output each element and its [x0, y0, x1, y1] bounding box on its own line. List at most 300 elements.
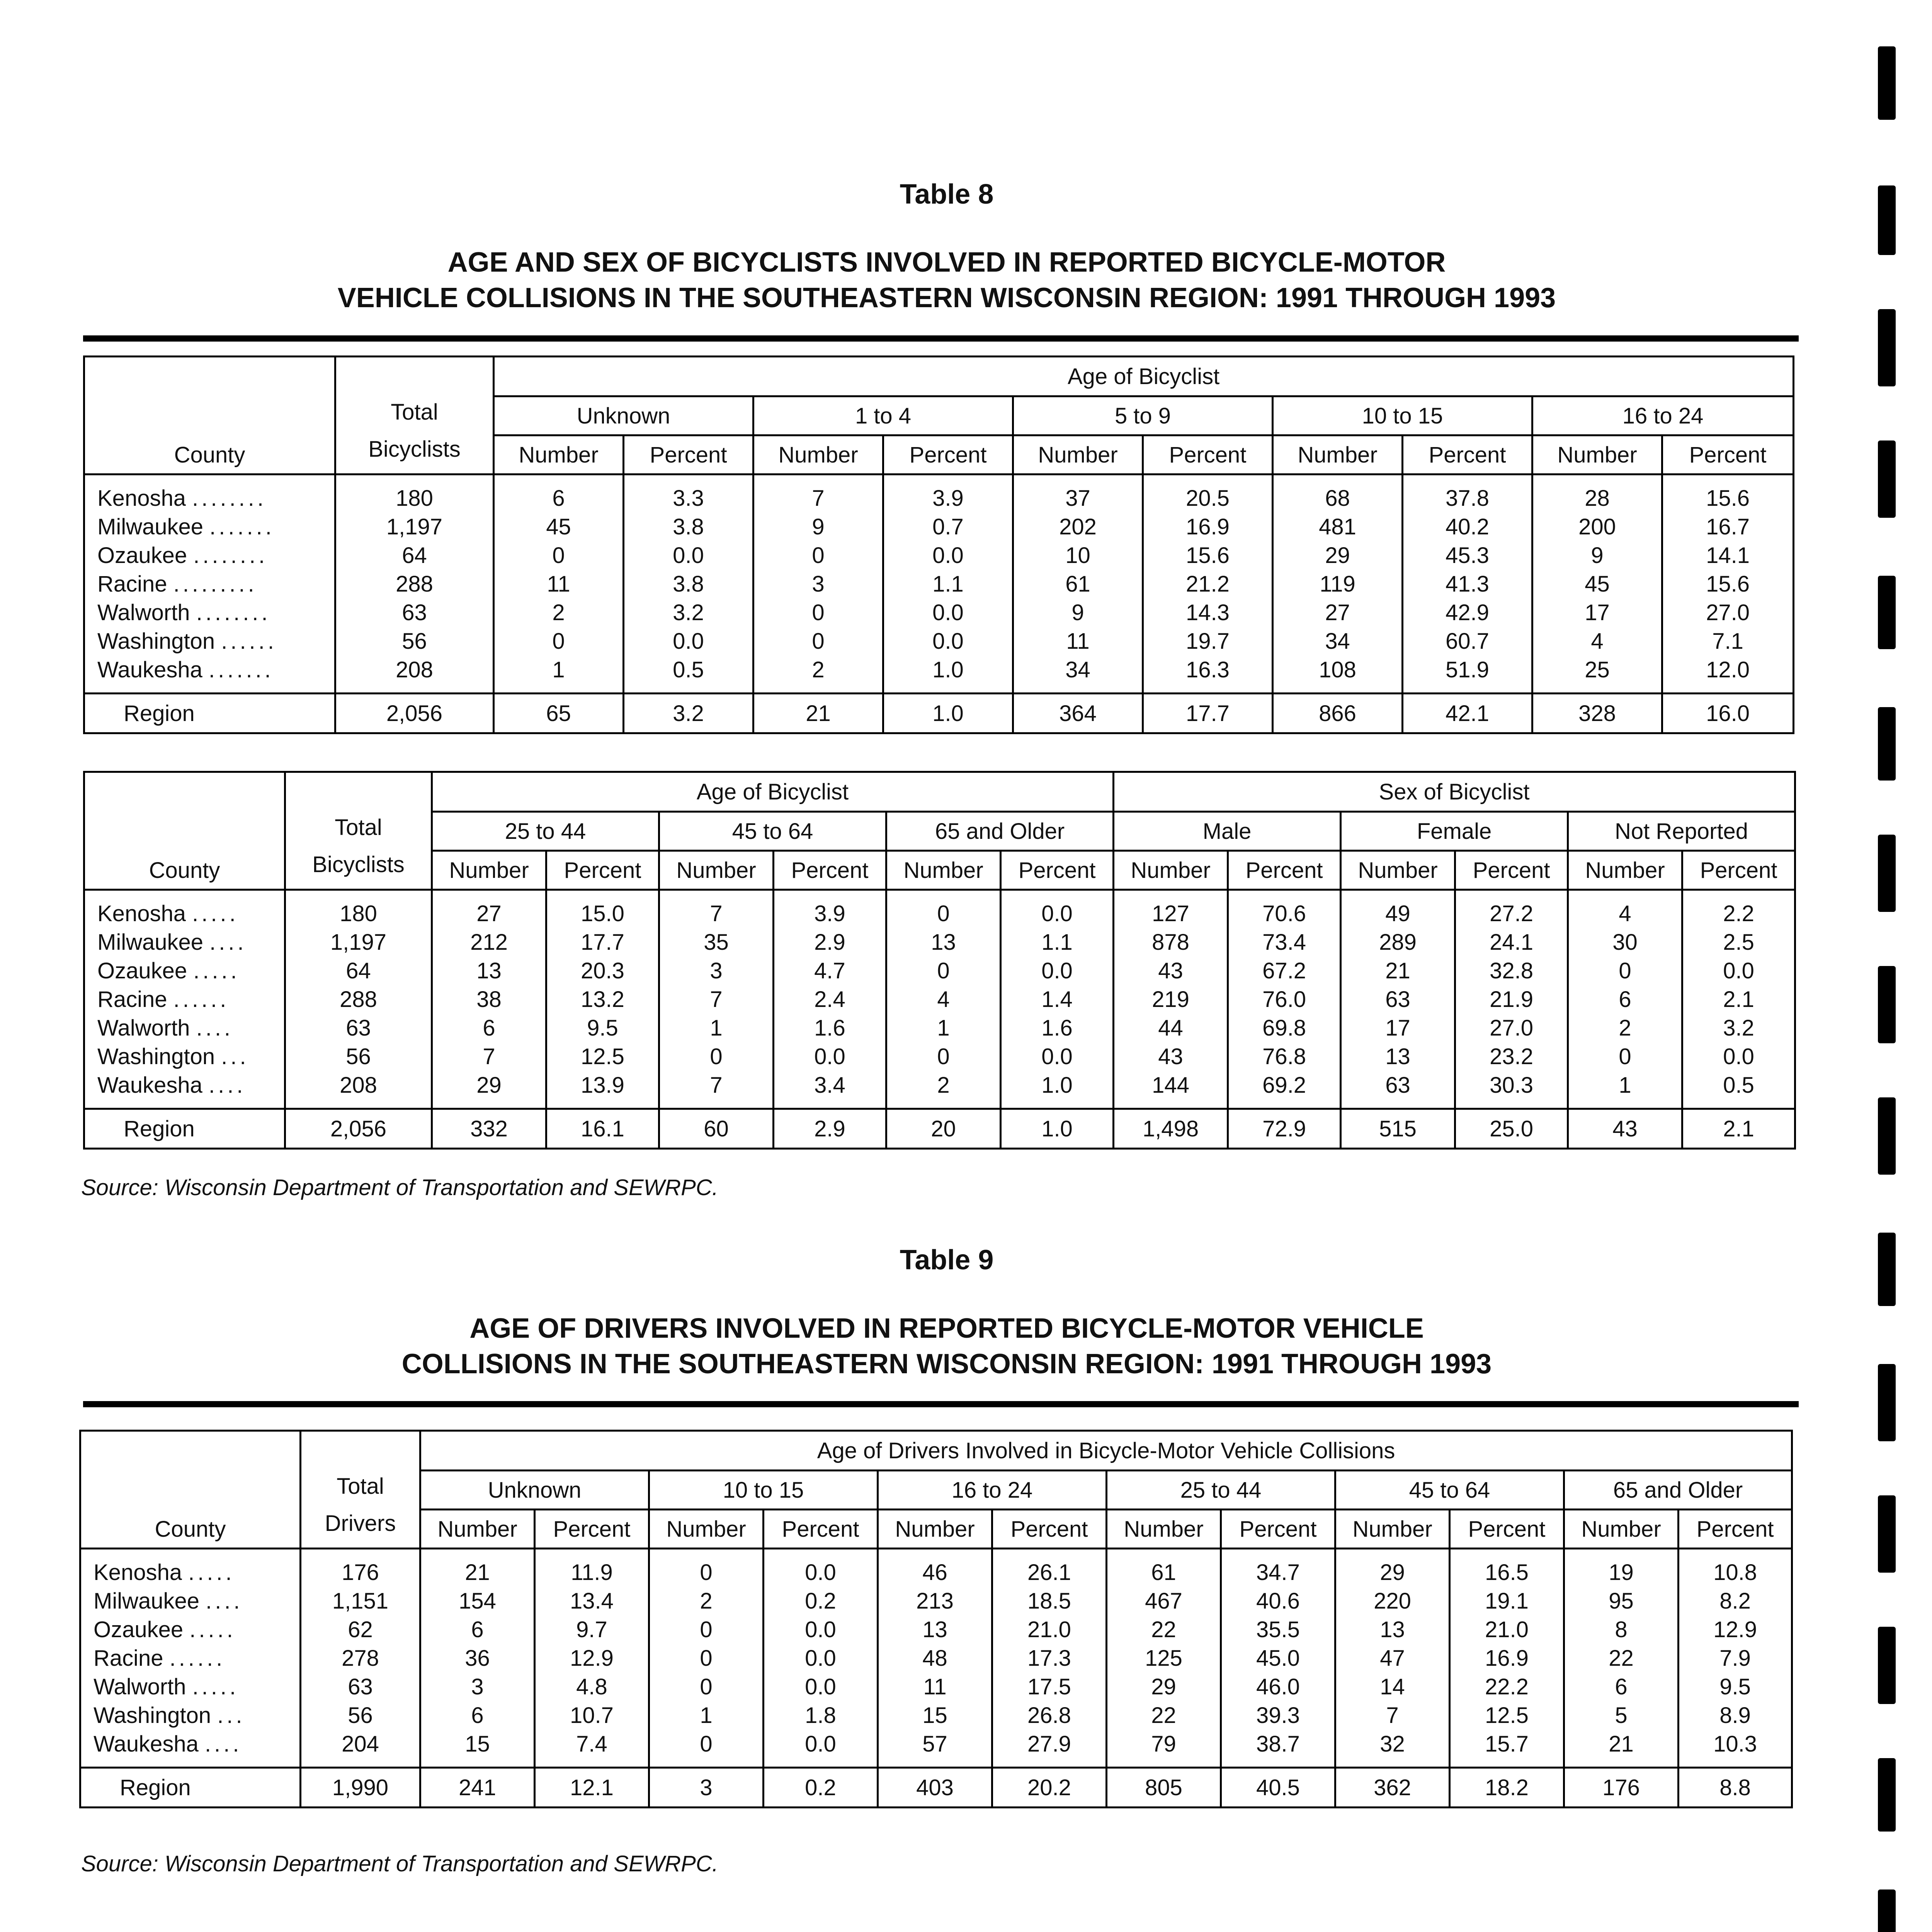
total-header-line-1: Total	[391, 400, 438, 425]
percent-cell: 7.9	[1719, 1645, 1751, 1671]
county-cell	[84, 598, 335, 627]
region-label: Region	[84, 694, 335, 733]
percent-cell: 2.9	[774, 928, 886, 956]
number-cell: 29	[1273, 541, 1403, 570]
county-cell	[84, 928, 285, 956]
number-cell: 0	[494, 627, 624, 655]
number-cell: 44	[1114, 1014, 1228, 1042]
percent-cell: 12.5	[1450, 1701, 1564, 1730]
number-cell: 212	[432, 928, 546, 956]
percent-cell: 42.9	[1403, 598, 1532, 627]
region-percent-cell: 3.2	[624, 694, 753, 733]
percent-subheader: Percent	[992, 1510, 1107, 1549]
leader-dots: ......	[173, 986, 230, 1012]
number-cell: 0	[1568, 956, 1682, 985]
county-cell	[80, 1701, 301, 1730]
county-cell	[84, 655, 335, 694]
number-cell: 68	[1273, 474, 1403, 513]
group-header: 16 to 24	[1532, 396, 1794, 435]
table-8-title	[0, 245, 1893, 316]
region-number-cell: 241	[420, 1768, 535, 1808]
number-cell: 3	[659, 956, 774, 985]
number-cell: 1	[659, 1014, 774, 1042]
number-cell: 1	[649, 1701, 764, 1730]
number-cell: 21	[1564, 1730, 1679, 1768]
percent-cell: 0.0	[883, 627, 1013, 655]
number-cell: 9	[1013, 598, 1143, 627]
percent-cell: 16.5	[1450, 1549, 1564, 1587]
group-header: 65 and Older	[886, 812, 1114, 851]
number-cell: 63	[1341, 1071, 1455, 1109]
county-cell	[80, 1549, 301, 1587]
group-header: Unknown	[420, 1471, 649, 1510]
number-cell: 61	[1013, 570, 1143, 598]
leader-dots: ......	[169, 1645, 226, 1671]
total-cell: 288	[335, 570, 494, 598]
number-subheader: Number	[886, 851, 1001, 890]
number-cell: 154	[420, 1587, 535, 1615]
county-name: Walworth	[97, 1015, 190, 1041]
number-cell: 5	[1564, 1701, 1679, 1730]
binder-tab-mark	[1878, 46, 1896, 120]
percent-cell: 34.7	[1221, 1549, 1335, 1587]
group-header: 25 to 44	[1107, 1471, 1335, 1510]
binder-tab-mark	[1878, 576, 1896, 649]
county-cell	[84, 985, 285, 1014]
number-subheader: Number	[1273, 435, 1403, 474]
total-cell: 56	[301, 1701, 420, 1730]
county-header: County	[84, 357, 335, 474]
percent-cell: 1.1	[883, 570, 1013, 598]
number-cell: 15	[878, 1701, 992, 1730]
percent-subheader: Percent	[1001, 851, 1114, 890]
number-subheader: Number	[1568, 851, 1682, 890]
total-cell: 278	[301, 1644, 420, 1672]
number-subheader: Number	[1114, 851, 1228, 890]
percent-subheader: Percent	[1679, 1510, 1792, 1549]
percent-cell: 26.1	[992, 1549, 1107, 1587]
percent-subheader: Percent	[1450, 1510, 1564, 1549]
total-cell: 180	[335, 474, 494, 513]
number-cell: 6	[1568, 985, 1682, 1014]
total-header	[301, 1431, 420, 1549]
total-cell: 62	[301, 1615, 420, 1644]
region-percent-cell: 20.2	[992, 1768, 1107, 1808]
number-cell: 34	[1273, 627, 1403, 655]
percent-subheader: Percent	[535, 1510, 649, 1549]
number-cell: 0	[753, 541, 883, 570]
binder-tab-mark	[1878, 1364, 1896, 1441]
percent-cell: 0.0	[1723, 1044, 1754, 1069]
binder-tab-mark	[1878, 1627, 1896, 1704]
region-label: Region	[84, 1109, 285, 1149]
county-name: Milwaukee	[97, 929, 203, 955]
number-cell: 95	[1564, 1587, 1679, 1615]
total-cell: 176	[301, 1549, 420, 1587]
percent-cell: 0.0	[764, 1672, 878, 1701]
number-cell: 9	[753, 512, 883, 541]
number-cell: 6	[420, 1615, 535, 1644]
total-cell: 208	[335, 655, 494, 694]
percent-cell: 27.0	[1706, 600, 1750, 625]
percent-cell: 35.5	[1221, 1615, 1335, 1644]
county-cell	[84, 474, 335, 513]
number-cell: 3	[753, 570, 883, 598]
percent-cell: 1.4	[1001, 985, 1114, 1014]
binder-tab-mark	[1878, 1097, 1896, 1175]
number-cell: 38	[432, 985, 546, 1014]
total-header-line-1: Total	[335, 815, 382, 840]
table-row	[84, 655, 1794, 694]
county-name: Milwaukee	[94, 1588, 199, 1614]
region-number-cell: 60	[659, 1109, 774, 1149]
number-cell: 22	[1564, 1644, 1679, 1672]
leader-dots: .....	[193, 958, 240, 983]
percent-cell: 15.6	[1706, 571, 1750, 597]
table-row	[80, 1549, 1792, 1587]
percent-cell: 0.0	[883, 598, 1013, 627]
percent-cell: 0.0	[624, 627, 753, 655]
percent-cell: 51.9	[1403, 655, 1532, 694]
number-cell: 19	[1564, 1549, 1679, 1587]
number-cell: 3	[420, 1672, 535, 1701]
table-9-title-line-2: COLLISIONS IN THE SOUTHEASTERN WISCONSIN REGION: 1991 THROUGH 1993	[401, 1349, 1492, 1379]
binder-tab-mark	[1878, 966, 1896, 1043]
percent-cell: 0.0	[764, 1549, 878, 1587]
percent-cell: 3.9	[774, 890, 886, 928]
table-row	[84, 627, 1794, 655]
region-percent-cell: 72.9	[1228, 1109, 1341, 1149]
county-name: Waukesha	[97, 657, 202, 682]
percent-cell: 7.1	[1712, 628, 1743, 654]
percent-cell: 32.8	[1455, 956, 1568, 985]
number-cell: 144	[1114, 1071, 1228, 1109]
number-subheader: Number	[1532, 435, 1662, 474]
county-name: Ozaukee	[97, 958, 187, 983]
number-cell: 467	[1107, 1587, 1221, 1615]
county-name: Walworth	[97, 600, 190, 625]
region-number-cell: 65	[494, 694, 624, 733]
number-cell: 21	[420, 1549, 535, 1587]
number-cell: 14	[1335, 1672, 1450, 1701]
number-cell: 0	[494, 541, 624, 570]
number-cell: 15	[420, 1730, 535, 1768]
percent-subheader: Percent	[774, 851, 886, 890]
county-cell	[80, 1587, 301, 1615]
number-cell: 29	[1107, 1672, 1221, 1701]
percent-cell: 14.1	[1706, 543, 1750, 568]
county-cell	[80, 1615, 301, 1644]
percent-subheader: Percent	[624, 435, 753, 474]
region-number-cell: 1,498	[1114, 1109, 1228, 1149]
number-subheader: Number	[1564, 1510, 1679, 1549]
age-group-header: Age of Bicyclist	[432, 772, 1114, 812]
table-8-title-line-2: VEHICLE COLLISIONS IN THE SOUTHEASTERN WISCONSIN REGION: 1991 THROUGH 1993	[337, 282, 1556, 313]
number-cell: 11	[878, 1672, 992, 1701]
number-cell: 127	[1114, 890, 1228, 928]
region-total-row	[84, 1109, 1795, 1149]
group-header: 16 to 24	[878, 1471, 1107, 1510]
percent-cell: 16.9	[1450, 1644, 1564, 1672]
total-cell: 1,197	[285, 928, 432, 956]
total-header-line-2: Bicyclists	[368, 437, 461, 462]
group-header: Male	[1114, 812, 1341, 851]
table-row	[84, 570, 1794, 598]
region-total-cell: 1,990	[301, 1768, 420, 1808]
region-percent-cell: 18.2	[1450, 1768, 1564, 1808]
table-row	[80, 1615, 1792, 1644]
county-cell	[84, 541, 335, 570]
region-total-cell: 2,056	[285, 1109, 432, 1149]
region-number-cell: 403	[878, 1768, 992, 1808]
number-cell: 11	[494, 570, 624, 598]
percent-cell: 0.0	[764, 1730, 878, 1768]
percent-cell: 22.2	[1450, 1672, 1564, 1701]
binder-tab-mark	[1878, 1758, 1896, 1832]
county-name: Racine	[97, 571, 167, 597]
number-cell: 27	[432, 890, 546, 928]
group-header: 25 to 44	[432, 812, 659, 851]
number-cell: 6	[432, 1014, 546, 1042]
percent-cell: 3.2	[1723, 1015, 1754, 1041]
percent-cell: 13.9	[546, 1071, 659, 1109]
percent-subheader: Percent	[546, 851, 659, 890]
leader-dots: .........	[173, 571, 257, 597]
group-header: 45 to 64	[659, 812, 886, 851]
percent-cell: 26.8	[992, 1701, 1107, 1730]
county-name: Washington	[97, 628, 215, 654]
total-header-line-1: Total	[337, 1474, 384, 1499]
percent-cell: 0.2	[764, 1587, 878, 1615]
total-cell: 64	[285, 956, 432, 985]
table-row	[84, 956, 1795, 985]
county-cell	[84, 627, 335, 655]
number-cell: 2	[753, 655, 883, 694]
number-cell: 0	[753, 627, 883, 655]
number-cell: 6	[420, 1701, 535, 1730]
percent-cell: 7.4	[535, 1730, 649, 1768]
number-cell: 2	[886, 1071, 1001, 1109]
county-name: Waukesha	[94, 1731, 199, 1757]
number-cell: 48	[878, 1644, 992, 1672]
percent-cell: 23.2	[1455, 1042, 1568, 1071]
county-cell	[84, 1042, 285, 1071]
group-header: 10 to 15	[649, 1471, 878, 1510]
region-percent-cell: 42.1	[1403, 694, 1532, 733]
number-subheader: Number	[1335, 1510, 1450, 1549]
region-percent-cell: 40.5	[1221, 1768, 1335, 1808]
percent-cell: 3.9	[883, 474, 1013, 513]
table-row	[80, 1672, 1792, 1701]
percent-subheader: Percent	[1455, 851, 1568, 890]
region-number-cell: 515	[1341, 1109, 1455, 1149]
county-name: Kenosha	[94, 1560, 182, 1585]
county-cell	[80, 1644, 301, 1672]
percent-cell: 17.5	[992, 1672, 1107, 1701]
number-cell: 34	[1013, 655, 1143, 694]
table-row	[84, 541, 1794, 570]
region-percent-cell: 12.1	[535, 1768, 649, 1808]
number-cell: 27	[1273, 598, 1403, 627]
number-cell: 2	[494, 598, 624, 627]
number-cell: 61	[1107, 1549, 1221, 1587]
percent-cell: 15.6	[1143, 541, 1273, 570]
number-subheader: Number	[1013, 435, 1143, 474]
number-cell: 30	[1568, 928, 1682, 956]
region-number-cell: 866	[1273, 694, 1403, 733]
percent-cell: 46.0	[1221, 1672, 1335, 1701]
number-cell: 11	[1013, 627, 1143, 655]
table-row	[84, 1014, 1795, 1042]
number-cell: 79	[1107, 1730, 1221, 1768]
region-percent-cell: 0.2	[764, 1768, 878, 1808]
number-cell: 13	[432, 956, 546, 985]
percent-cell: 37.8	[1403, 474, 1532, 513]
county-name: Ozaukee	[94, 1617, 184, 1642]
percent-cell: 0.0	[1001, 1042, 1114, 1071]
percent-cell: 24.1	[1455, 928, 1568, 956]
number-cell: 219	[1114, 985, 1228, 1014]
county-cell	[80, 1672, 301, 1701]
region-percent-cell: 25.0	[1455, 1109, 1568, 1149]
region-number-cell: 364	[1013, 694, 1143, 733]
percent-subheader: Percent	[764, 1510, 878, 1549]
table-row	[84, 474, 1794, 513]
percent-cell: 39.3	[1221, 1701, 1335, 1730]
percent-cell: 3.2	[624, 598, 753, 627]
percent-cell: 27.2	[1455, 890, 1568, 928]
number-cell: 49	[1341, 890, 1455, 928]
percent-cell: 16.7	[1706, 514, 1750, 539]
leader-dots: ....	[209, 929, 247, 955]
number-cell: 43	[1114, 956, 1228, 985]
percent-cell: 0.0	[883, 541, 1013, 570]
number-cell: 7	[659, 985, 774, 1014]
number-cell: 10	[1013, 541, 1143, 570]
number-cell: 63	[1341, 985, 1455, 1014]
percent-cell: 21.0	[1450, 1615, 1564, 1644]
number-cell: 9	[1532, 541, 1662, 570]
percent-cell: 16.9	[1143, 512, 1273, 541]
number-cell: 0	[886, 956, 1001, 985]
number-cell: 28	[1532, 474, 1662, 513]
percent-cell: 9.5	[546, 1014, 659, 1042]
county-cell	[84, 956, 285, 985]
number-cell: 1	[886, 1014, 1001, 1042]
percent-cell: 17.7	[546, 928, 659, 956]
percent-cell: 69.8	[1228, 1014, 1341, 1042]
region-percent-cell: 16.1	[546, 1109, 659, 1149]
county-header: County	[80, 1431, 301, 1549]
number-cell: 0	[1568, 1042, 1682, 1071]
number-cell: 13	[1335, 1615, 1450, 1644]
county-name: Walworth	[94, 1674, 186, 1699]
percent-subheader: Percent	[883, 435, 1013, 474]
percent-cell: 3.8	[624, 570, 753, 598]
region-total-row	[80, 1768, 1792, 1808]
region-label: Region	[80, 1768, 301, 1808]
region-number-cell: 362	[1335, 1768, 1450, 1808]
percent-subheader: Percent	[1228, 851, 1341, 890]
leader-dots: ....	[206, 1588, 243, 1614]
table-row	[80, 1644, 1792, 1672]
county-cell	[84, 890, 285, 928]
percent-cell: 21.2	[1143, 570, 1273, 598]
leader-dots: .....	[188, 1560, 235, 1585]
number-cell: 0	[886, 890, 1001, 928]
number-cell: 0	[649, 1549, 764, 1587]
percent-cell: 40.6	[1221, 1587, 1335, 1615]
percent-cell: 8.9	[1719, 1702, 1751, 1728]
county-name: Racine	[97, 986, 167, 1012]
leader-dots: .....	[192, 901, 239, 926]
county-cell	[84, 512, 335, 541]
table-row	[80, 1730, 1792, 1768]
number-cell: 47	[1335, 1644, 1450, 1672]
number-cell: 8	[1564, 1615, 1679, 1644]
number-cell: 108	[1273, 655, 1403, 694]
binder-tab-mark	[1878, 1889, 1896, 1932]
county-cell	[80, 1730, 301, 1768]
percent-cell: 27.0	[1455, 1014, 1568, 1042]
county-name: Kenosha	[97, 485, 186, 511]
leader-dots: .....	[189, 1617, 236, 1642]
percent-subheader: Percent	[1221, 1510, 1335, 1549]
region-percent-cell: 8.8	[1719, 1775, 1751, 1800]
region-number-cell: 328	[1532, 694, 1662, 733]
leader-dots: ......	[221, 628, 277, 654]
county-name: Racine	[94, 1645, 163, 1671]
number-subheader: Number	[753, 435, 883, 474]
region-total-cell: 2,056	[335, 694, 494, 733]
region-number-cell: 43	[1568, 1109, 1682, 1149]
number-cell: 1	[494, 655, 624, 694]
number-cell: 7	[753, 474, 883, 513]
percent-cell: 1.8	[764, 1701, 878, 1730]
table-9-source: Source: Wisconsin Department of Transportation and SEWRPC.	[81, 1851, 718, 1876]
percent-cell: 1.6	[1001, 1014, 1114, 1042]
percent-cell: 4.7	[774, 956, 886, 985]
number-cell: 36	[420, 1644, 535, 1672]
table-9-title-line-1: AGE OF DRIVERS INVOLVED IN REPORTED BICYCLE-MOTOR VEHICLE	[469, 1313, 1424, 1344]
percent-cell: 13.2	[546, 985, 659, 1014]
total-header-line-2: Drivers	[325, 1511, 396, 1536]
table-9-title	[0, 1311, 1893, 1382]
number-cell: 25	[1532, 655, 1662, 694]
number-subheader: Number	[420, 1510, 535, 1549]
number-cell: 213	[878, 1587, 992, 1615]
table-9-body	[80, 1549, 1792, 1808]
number-subheader: Number	[494, 435, 624, 474]
number-cell: 21	[1341, 956, 1455, 985]
number-cell: 289	[1341, 928, 1455, 956]
table-8-part-1-body	[84, 474, 1794, 733]
number-cell: 4	[1532, 627, 1662, 655]
table-8-source: Source: Wisconsin Department of Transportation and SEWRPC.	[81, 1175, 718, 1200]
binder-tab-mark	[1878, 185, 1896, 255]
number-cell: 481	[1273, 512, 1403, 541]
number-cell: 7	[659, 1071, 774, 1109]
number-subheader: Number	[1341, 851, 1455, 890]
leader-dots: ........	[193, 543, 268, 568]
table-row	[84, 1042, 1795, 1071]
percent-cell: 8.2	[1719, 1588, 1751, 1614]
total-cell: 288	[285, 985, 432, 1014]
percent-cell: 12.9	[1713, 1617, 1757, 1642]
percent-cell: 10.8	[1679, 1549, 1792, 1587]
percent-cell: 76.0	[1228, 985, 1341, 1014]
percent-cell: 2.4	[774, 985, 886, 1014]
